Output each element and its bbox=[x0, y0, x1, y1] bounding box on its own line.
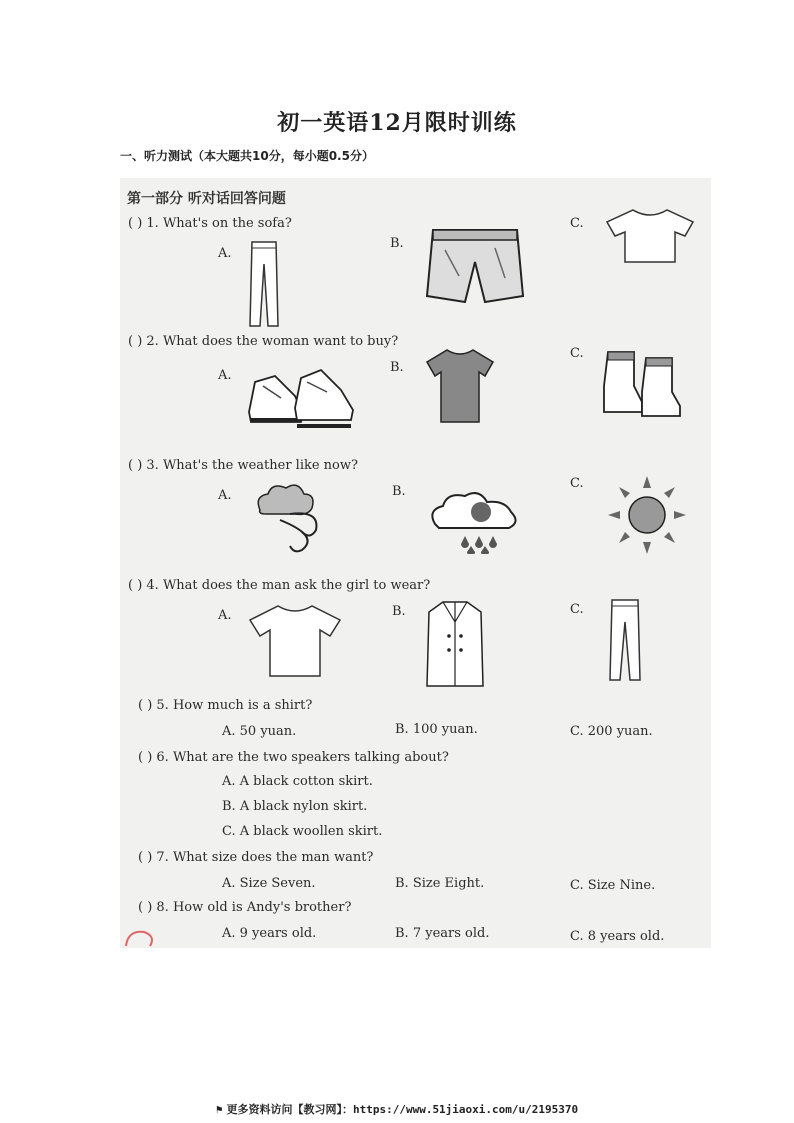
section-heading: 一、听力测试（本大题共10分，每小题0.5分） bbox=[120, 149, 374, 163]
part-title: 第一部分 听对话回答问题 bbox=[127, 191, 286, 207]
q8-option-b: B. 7 years old. bbox=[395, 926, 490, 941]
q8-option-c: C. 8 years old. bbox=[570, 929, 665, 944]
q6-option-c: C. A black woollen skirt. bbox=[222, 824, 383, 839]
sneakers-icon bbox=[245, 362, 357, 434]
coat-icon bbox=[425, 600, 485, 688]
q7-option-c: C. Size Nine. bbox=[570, 878, 656, 893]
footer-link-text[interactable]: 更多资料访问【教习网】：https://www.51jiaoxi.com/u/2195370 bbox=[226, 1103, 579, 1116]
q3-option-b: B. bbox=[392, 484, 406, 499]
q5-option-a: A. 50 yuan. bbox=[222, 724, 297, 739]
flag-icon: ⚑ bbox=[215, 1103, 223, 1116]
q4-option-c: C. bbox=[570, 602, 584, 617]
page-title: 初一英语12月限时训练 bbox=[277, 110, 517, 136]
windy-icon bbox=[250, 480, 332, 554]
q4-option-b: B. bbox=[392, 604, 406, 619]
q8-option-a: A. 9 years old. bbox=[222, 926, 317, 941]
question-7: ( ) 7. What size does the man want? bbox=[138, 850, 374, 865]
q1-option-b: B. bbox=[390, 236, 404, 251]
question-5: ( ) 5. How much is a shirt? bbox=[138, 698, 313, 713]
q4-option-a: A. bbox=[218, 608, 232, 623]
jeans-icon bbox=[248, 240, 280, 328]
red-pen-mark bbox=[120, 920, 160, 948]
q3-option-c: C. bbox=[570, 476, 584, 491]
question-4: ( ) 4. What does the man ask the girl to wear? bbox=[128, 578, 431, 593]
scanned-exam-image bbox=[120, 178, 711, 948]
q2-option-c: C. bbox=[570, 346, 584, 361]
q1-option-a: A. bbox=[218, 246, 232, 261]
tshirt-icon bbox=[425, 348, 495, 424]
q6-option-a: A. A black cotton skirt. bbox=[222, 774, 373, 789]
question-8: ( ) 8. How old is Andy's brother? bbox=[138, 900, 352, 915]
q6-option-b: B. A black nylon skirt. bbox=[222, 799, 368, 814]
boots-icon bbox=[598, 346, 692, 418]
question-6: ( ) 6. What are the two speakers talking about? bbox=[138, 750, 449, 765]
q3-option-a: A. bbox=[218, 488, 232, 503]
jeans-icon bbox=[608, 598, 642, 682]
rainy-icon bbox=[425, 488, 521, 554]
q5-option-b: B. 100 yuan. bbox=[395, 722, 478, 737]
sunny-icon bbox=[606, 474, 688, 556]
shorts-icon bbox=[425, 226, 525, 304]
footer bbox=[0, 1101, 794, 1117]
question-3: ( ) 3. What's the weather like now? bbox=[128, 458, 358, 473]
q7-option-b: B. Size Eight. bbox=[395, 876, 485, 891]
tshirt-icon bbox=[248, 604, 342, 678]
tshirt-icon bbox=[605, 208, 695, 264]
q7-option-a: A. Size Seven. bbox=[222, 876, 316, 891]
q2-option-a: A. bbox=[218, 368, 232, 383]
question-2: ( ) 2. What does the woman want to buy? bbox=[128, 334, 399, 349]
q2-option-b: B. bbox=[390, 360, 404, 375]
question-1: ( ) 1. What's on the sofa? bbox=[128, 216, 292, 231]
q1-option-c: C. bbox=[570, 216, 584, 231]
q5-option-c: C. 200 yuan. bbox=[570, 724, 653, 739]
